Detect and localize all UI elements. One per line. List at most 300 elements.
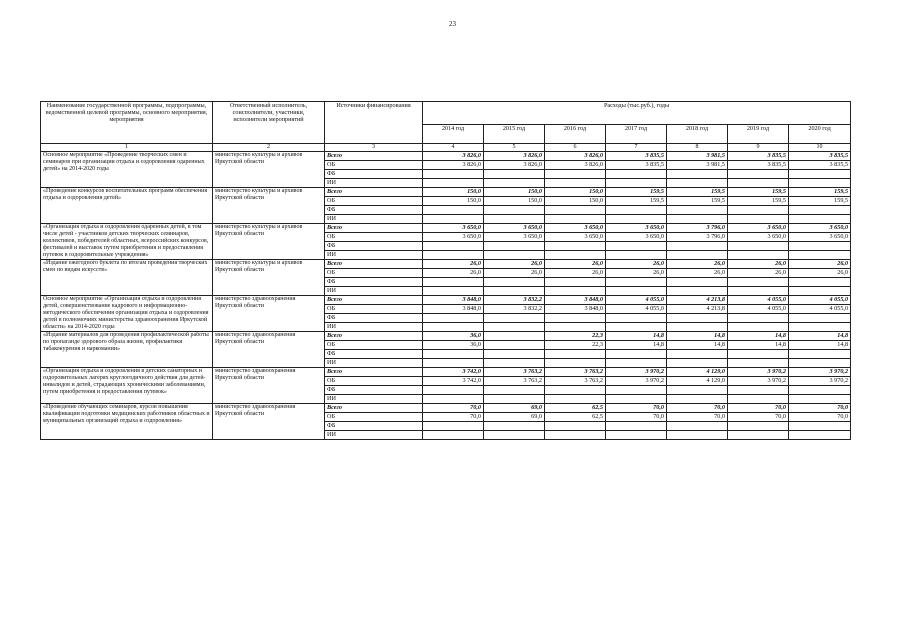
activity-name: «Проведение обучающих семинаров, курсов повышения квалификации подготовки медицинских работников областных и муниципальных организаций отдыха и оздоровления» [41,404,213,440]
funding-source: ИИ [325,395,423,404]
expense-value: 14,8 [667,341,728,350]
executor-name: министерство культуры и архивов Иркутской области [213,224,325,260]
expense-value [667,170,728,179]
expense-value: 4 055,0 [606,305,667,314]
expense-value [545,251,606,260]
expense-value [545,287,606,296]
expense-value: 3 835,5 [789,161,851,170]
expense-value [789,278,851,287]
activity-name: «Издание материалов для проведения профилактической работы по пропаганде здорового образа жизни, профилактики табакокурения и наркомании» [41,332,213,368]
expense-value [484,170,545,179]
funding-source: Всего [325,152,423,161]
expense-value [484,215,545,224]
funding-source: Всего [325,224,423,233]
column-index: 3 [325,144,423,152]
expense-value: 3 848,0 [545,296,606,305]
expense-value [667,395,728,404]
expense-value [423,287,484,296]
expense-value [728,350,789,359]
expense-value [484,206,545,215]
expense-value [484,287,545,296]
expense-value [545,170,606,179]
expense-value: 26,0 [667,260,728,269]
expense-value [728,314,789,323]
expense-value: 3 835,5 [789,152,851,161]
expense-value [606,287,667,296]
expense-value: 26,0 [789,260,851,269]
funding-source: ФБ [325,170,423,179]
expense-value: 14,8 [728,341,789,350]
expense-value [789,251,851,260]
expense-value [667,251,728,260]
expense-value: 3 650,0 [423,233,484,242]
expense-value: 4 055,0 [728,305,789,314]
column-index: 10 [789,144,851,152]
expense-value [423,206,484,215]
expense-value: 3 650,0 [484,224,545,233]
expense-value [789,287,851,296]
expense-value: 150,0 [545,188,606,197]
expense-value: 14,8 [667,332,728,341]
expense-value: 159,5 [728,197,789,206]
expense-value [667,422,728,431]
executor-name: министерство культуры и архивов Иркутской области [213,260,325,296]
expense-value: 26,0 [545,260,606,269]
expense-value: 26,0 [545,269,606,278]
expense-value: 3 832,2 [484,296,545,305]
expense-value: 4 055,0 [789,305,851,314]
expense-value [728,359,789,368]
expense-value [484,431,545,440]
expense-value [789,314,851,323]
expense-value: 3 835,5 [606,152,667,161]
expense-value: 159,5 [606,197,667,206]
funding-source: ИИ [325,179,423,188]
expense-value: 3 796,0 [667,233,728,242]
expense-value [423,422,484,431]
expense-value [423,242,484,251]
expense-value: 4 055,0 [789,296,851,305]
expense-value [667,278,728,287]
expense-value [728,395,789,404]
expense-value [789,350,851,359]
expense-value: 3 970,2 [606,377,667,386]
expense-value: 3 650,0 [484,233,545,242]
column-index: 1 [41,144,213,152]
expense-value [423,215,484,224]
expense-value: 14,8 [789,341,851,350]
expense-value [667,314,728,323]
funding-source: ИИ [325,323,423,332]
funding-source: ИИ [325,359,423,368]
expense-value [484,242,545,251]
expense-value [423,251,484,260]
expense-value [728,242,789,251]
expense-value [484,314,545,323]
funding-source: Всего [325,260,423,269]
expense-value [789,206,851,215]
executor-name: министерство здравоохранения Иркутской области [213,368,325,404]
column-index: 9 [728,144,789,152]
expense-value [789,431,851,440]
expense-value: 159,5 [789,188,851,197]
expense-value: 26,0 [667,269,728,278]
expense-value: 4 055,0 [606,296,667,305]
header-year: 2014 год [423,125,484,144]
expense-value [667,287,728,296]
expense-value [606,251,667,260]
expense-value: 14,8 [728,332,789,341]
expense-value [484,278,545,287]
expense-value [789,386,851,395]
expense-value: 3 763,2 [484,368,545,377]
table-row [41,152,851,161]
expense-value [606,395,667,404]
expense-value: 36,0 [423,341,484,350]
expense-value: 3 650,0 [728,224,789,233]
expense-value: 3 763,2 [545,377,606,386]
expense-value: 26,0 [606,260,667,269]
expense-value: 3 826,0 [423,152,484,161]
expense-value: 70,0 [728,404,789,413]
expense-value [728,251,789,260]
expense-value [423,323,484,332]
activity-name: Основное мероприятие «Организация отдыха и оздоровления детей, совершенствование кадрового и информационно-методического обеспечения организации отдыха и оздоровления детей в полномочиях министерства здравоохранения Иркутской области» на 2014-2020 годы [41,296,213,332]
expense-value: 3 826,0 [484,152,545,161]
funding-source: ИИ [325,251,423,260]
expense-value [545,359,606,368]
expense-value: 150,0 [423,197,484,206]
expense-value: 69,0 [484,413,545,422]
expense-value: 69,0 [484,404,545,413]
expense-value: 3 796,0 [667,224,728,233]
funding-source: Всего [325,332,423,341]
expense-value: 3 826,0 [484,161,545,170]
expense-value [789,395,851,404]
table-row [41,368,851,377]
funding-source: ОБ [325,305,423,314]
expense-value: 3 848,0 [545,305,606,314]
expense-value: 159,5 [667,188,728,197]
expense-value [423,278,484,287]
expense-value: 3 650,0 [423,224,484,233]
funding-source: ОБ [325,233,423,242]
expense-value: 70,0 [789,404,851,413]
expense-value [789,170,851,179]
expense-value [606,323,667,332]
expense-value: 3 835,5 [606,161,667,170]
expense-value: 159,5 [789,197,851,206]
expense-value: 3 650,0 [789,224,851,233]
expense-value: 62,5 [545,404,606,413]
executor-name: министерство культуры и архивов Иркутской области [213,188,325,224]
column-index: 4 [423,144,484,152]
expense-value [545,350,606,359]
expense-value [484,359,545,368]
expense-value [484,350,545,359]
table-row [41,332,851,341]
expense-value [728,206,789,215]
expense-value [789,242,851,251]
expense-value [484,332,545,341]
table-row [41,188,851,197]
expense-value [728,278,789,287]
expense-value: 159,5 [667,197,728,206]
expense-value [545,431,606,440]
expense-value [423,314,484,323]
executor-name: министерство здравоохранения Иркутской области [213,332,325,368]
expense-value: 3 763,2 [545,368,606,377]
column-index: 6 [545,144,606,152]
expense-value: 3 981,5 [667,161,728,170]
expense-value: 3 970,2 [789,368,851,377]
expense-value [423,395,484,404]
table-row [41,296,851,305]
executor-name: министерство здравоохранения Иркутской области [213,296,325,332]
expense-value: 159,5 [606,188,667,197]
expense-value [728,386,789,395]
expense-value: 3 826,0 [423,161,484,170]
expense-value: 159,5 [728,188,789,197]
page-number: 23 [449,20,456,28]
funding-source: ИИ [325,287,423,296]
expense-value [423,350,484,359]
expense-value [545,395,606,404]
expense-value: 3 970,2 [728,377,789,386]
expense-value: 14,8 [789,332,851,341]
header-year: 2019 год [728,125,789,144]
expense-value: 3 848,0 [423,296,484,305]
expense-value [545,314,606,323]
expense-value: 3 650,0 [545,224,606,233]
expense-value: 3 650,0 [606,233,667,242]
expense-value [728,431,789,440]
expense-value: 150,0 [484,197,545,206]
expense-value [667,350,728,359]
expense-value [484,251,545,260]
expense-value: 3 742,0 [423,368,484,377]
expense-value [667,215,728,224]
funding-source: ОБ [325,377,423,386]
expense-value: 26,0 [423,260,484,269]
executor-name: министерство культуры и архивов Иркутской области [213,152,325,188]
table-row [41,260,851,269]
expense-value [606,386,667,395]
expense-value: 4 213,8 [667,305,728,314]
funding-source: ФБ [325,278,423,287]
expense-value: 70,0 [606,413,667,422]
expense-value: 70,0 [728,413,789,422]
funding-source: ИИ [325,431,423,440]
expense-value [789,215,851,224]
expense-value: 22,3 [545,332,606,341]
expense-value: 3 650,0 [728,233,789,242]
expense-value: 3 742,0 [423,377,484,386]
expense-value: 26,0 [728,269,789,278]
expense-value: 4 055,0 [728,296,789,305]
expense-value: 70,0 [667,413,728,422]
expense-value [667,179,728,188]
expense-value [789,359,851,368]
expense-value [789,422,851,431]
expense-value [728,287,789,296]
expense-value: 3 835,5 [728,152,789,161]
expense-value [667,206,728,215]
funding-source: ФБ [325,206,423,215]
expense-value: 26,0 [484,269,545,278]
expense-value [606,170,667,179]
expense-value: 3 763,2 [484,377,545,386]
expense-value [545,179,606,188]
expense-value [423,179,484,188]
expense-value [423,170,484,179]
table-row [41,224,851,233]
expense-value: 36,0 [423,332,484,341]
activity-name: Основное мероприятие «Проведение творческих смен и семинаров при организации отдыха и оздоровления одаренных детей» на 2014-2020 годы [41,152,213,188]
expense-value [728,422,789,431]
expense-value: 3 826,0 [545,161,606,170]
expense-value [728,170,789,179]
expense-value [606,206,667,215]
expense-value [423,431,484,440]
expense-value: 3 848,0 [423,305,484,314]
header-year: 2015 год [484,125,545,144]
expense-value [606,314,667,323]
expense-value [606,242,667,251]
activity-name: «Организация отдыха и оздоровления в детских санаторных и оздоровительных лагерях круглогодичного действия для детей-инвалидов и детей, страдающих хроническими заболеваниями, путем приобретения и предоставления путевок» [41,368,213,404]
expense-value [606,359,667,368]
funding-source: ОБ [325,197,423,206]
header-executor: Ответственный исполнитель, соисполнители, участники, исполнители мероприятий [213,102,325,144]
expense-value [545,278,606,287]
expense-value: 3 650,0 [789,233,851,242]
expense-value: 26,0 [606,269,667,278]
expense-value: 4 129,0 [667,368,728,377]
table-row [41,404,851,413]
header-year: 2017 год [606,125,667,144]
expense-value: 70,0 [667,404,728,413]
expense-value: 3 981,5 [667,152,728,161]
header-year: 2016 год [545,125,606,144]
expense-value [545,422,606,431]
expense-value: 22,3 [545,341,606,350]
column-index: 2 [213,144,325,152]
funding-source: ИИ [325,215,423,224]
expense-value [606,350,667,359]
header-year: 2020 год [789,125,851,144]
expense-value [545,206,606,215]
expense-value: 26,0 [728,260,789,269]
expense-value [545,323,606,332]
funding-source: ОБ [325,341,423,350]
expense-value [667,359,728,368]
expense-value [484,323,545,332]
expense-value: 14,8 [606,332,667,341]
expense-value [728,179,789,188]
funding-source: ОБ [325,161,423,170]
expense-value [728,215,789,224]
expense-value: 3 650,0 [545,233,606,242]
expense-value: 150,0 [423,188,484,197]
expense-value [789,323,851,332]
expense-value: 3 650,0 [606,224,667,233]
expense-value [606,278,667,287]
header-expenses: Расходы (тыс.руб.), годы [423,102,851,125]
funding-source: Всего [325,296,423,305]
expense-value: 3 970,2 [728,368,789,377]
expense-value: 3 835,5 [728,161,789,170]
funding-source: Всего [325,404,423,413]
funding-source: ФБ [325,350,423,359]
funding-source: ОБ [325,269,423,278]
expense-value [423,386,484,395]
expense-value: 70,0 [789,413,851,422]
budget-table [40,101,851,440]
expense-value: 14,8 [606,341,667,350]
expense-value: 26,0 [423,269,484,278]
expense-value [484,422,545,431]
header-year: 2018 год [667,125,728,144]
expense-value: 4 129,0 [667,377,728,386]
expense-value [667,242,728,251]
expense-value [545,386,606,395]
activity-name: «Организация отдыха и оздоровления одаренных детей, в том числе детей - участников детских творческих семинаров, коллективов, победителей областных, всероссийских конкурсов, фестивалей и выставок путем приобретения и предоставления путевок в оздоровительные учреждения» [41,224,213,260]
expense-value: 26,0 [789,269,851,278]
expense-value: 150,0 [545,197,606,206]
expense-value [606,431,667,440]
expense-value: 3 970,2 [789,377,851,386]
expense-value [484,395,545,404]
expense-value [728,323,789,332]
expense-value [606,215,667,224]
header-source: Источники финансирования [325,102,423,144]
expense-value [606,179,667,188]
expense-value: 150,0 [484,188,545,197]
funding-source: Всего [325,188,423,197]
expense-value: 3 832,2 [484,305,545,314]
activity-name: «Проведение конкурсов воспитательных программ обеспечения отдыха и оздоровления детей» [41,188,213,224]
expense-value [484,341,545,350]
expense-value [484,386,545,395]
column-index: 7 [606,144,667,152]
expense-value: 70,0 [423,404,484,413]
expense-value: 3 970,2 [606,368,667,377]
column-index: 5 [484,144,545,152]
expense-value [423,359,484,368]
expense-value: 62,5 [545,413,606,422]
header-name: Наименование государственной программы, подпрограммы, ведомственной целевой программы, основного мероприятия, мероприятия [41,102,213,144]
column-index: 8 [667,144,728,152]
expense-value [667,386,728,395]
activity-name: «Издание ежегодного буклета по итогам проведения творческих смен по видам искусств» [41,260,213,296]
expense-value: 70,0 [606,404,667,413]
expense-value: 26,0 [484,260,545,269]
funding-source: ФБ [325,386,423,395]
expense-value [667,431,728,440]
executor-name: министерство здравоохранения Иркутской области [213,404,325,440]
expense-value [545,215,606,224]
funding-source: ОБ [325,413,423,422]
funding-source: ФБ [325,422,423,431]
expense-value [484,179,545,188]
expense-value: 3 826,0 [545,152,606,161]
funding-source: Всего [325,368,423,377]
funding-source: ФБ [325,314,423,323]
expense-value: 70,0 [423,413,484,422]
expense-value [545,242,606,251]
funding-source: ФБ [325,242,423,251]
expense-value [606,422,667,431]
